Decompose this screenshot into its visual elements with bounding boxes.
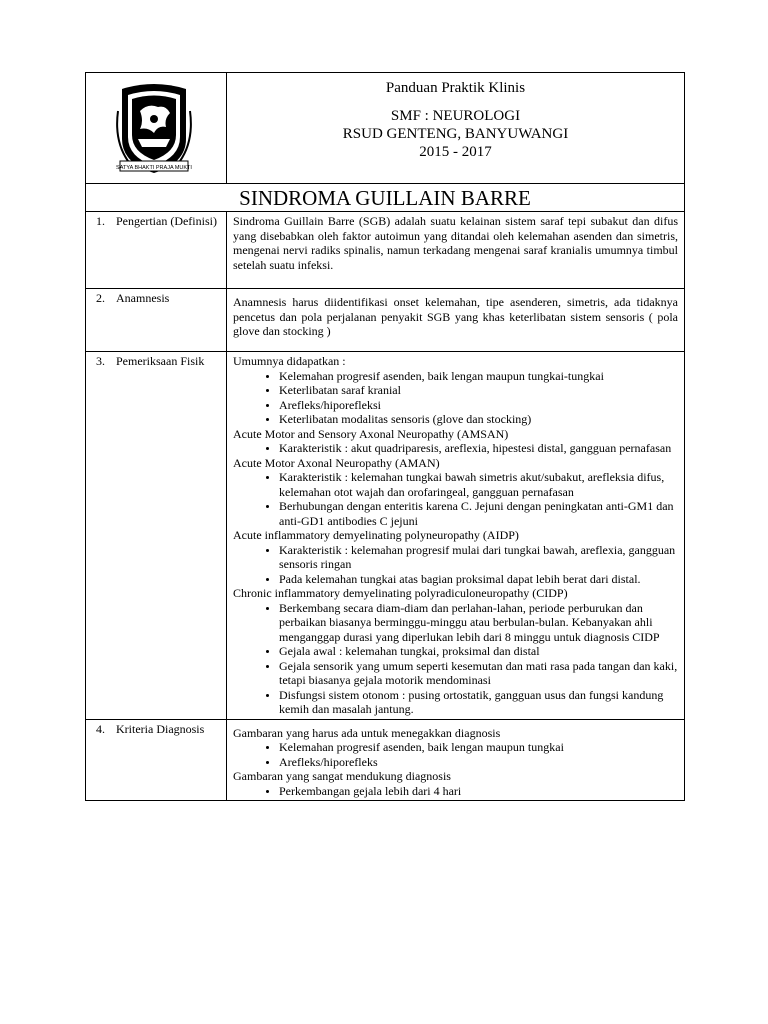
list-item: • Kelemahan progresif asenden, baik lengan maupun tungkai	[279, 740, 678, 755]
section-label: Kriteria Diagnosis	[116, 721, 205, 736]
section-row-anamnesis	[86, 289, 685, 352]
bullet-list	[233, 784, 678, 799]
list-item: • Arefleks/hiporefleksi	[279, 398, 678, 413]
list-item: • Keterlibatan modalitas sensoris (glove dan stocking)	[279, 412, 678, 427]
list-item: • Gejala sensorik yang umum seperti kesemutan dan mati rasa pada tangan dan kaki, tetapi biasanya gejala motorik mendominasi	[279, 659, 678, 688]
list-item: • Disfungsi sistem otonom : pusing ortostatik, gangguan usus dan fungsi kandung kemih dan masalah jantung.	[279, 688, 678, 717]
logo-motto: SATYA BHAKTI PRAJA MUKTI	[116, 165, 192, 171]
list-item: • Kelemahan progresif asenden, baik lengan maupun tungkai-tungkai	[279, 369, 678, 384]
section-label-cell	[86, 719, 227, 801]
paragraph: Acute inflammatory demyelinating polyneuropathy (AIDP)	[233, 528, 519, 542]
paragraph: Umumnya didapatkan :	[233, 354, 346, 368]
section-label: Pemeriksaan Fisik	[116, 354, 205, 368]
section-label-cell	[86, 289, 227, 352]
section-label: Pengertian (Definisi)	[116, 214, 217, 228]
title-row	[86, 184, 685, 212]
section-row-physical-exam	[86, 352, 685, 720]
section-label-cell	[86, 212, 227, 289]
section-number: 4.	[96, 721, 105, 736]
section-content-diagnostic-criteria	[227, 719, 685, 801]
list-item: • Arefleks/hiporefleks	[279, 755, 678, 770]
list-item: • Keterlibatan saraf kranial	[279, 383, 678, 398]
header-text-cell	[227, 73, 685, 184]
section-content-definition	[227, 212, 685, 289]
section-content-physical-exam	[227, 352, 685, 720]
banyuwangi-emblem-logo	[114, 81, 194, 176]
bullet-list	[233, 369, 678, 427]
section-number: 2.	[96, 291, 105, 305]
bullet-list	[233, 601, 678, 717]
list-item: • Gejala awal : kelemahan tungkai, proksimal dan distal	[279, 644, 678, 659]
bullet-list	[233, 740, 678, 769]
logo-cell	[86, 73, 227, 184]
section-content-anamnesis	[227, 289, 685, 352]
list-item: • Pada kelemahan tungkai atas bagian proksimal dapat lebih berat dari distal.	[279, 572, 678, 587]
validity-period: 2015 - 2017	[419, 144, 492, 160]
list-item: • Karakteristik : kelemahan progresif mulai dari tungkai bawah, areflexia, gangguan sensoris ringan	[279, 543, 678, 572]
section-row-diagnostic-criteria	[86, 719, 685, 801]
paragraph: Acute Motor and Sensory Axonal Neuropathy (AMSAN)	[233, 426, 509, 441]
list-item: • Karakteristik : akut quadriparesis, areflexia, hipestesi distal, gangguan pernafasan	[279, 441, 678, 456]
paragraph: Acute Motor Axonal Neuropathy (AMAN)	[233, 455, 440, 470]
ppk-document-table	[85, 72, 685, 801]
section-row-definition	[86, 212, 685, 289]
list-item: • Berkembang secara diam-diam dan perlahan-lahan, periode perburukan dan perbaikan biasanya berminggu-minggu atau berbulan-bulan. Kebanyakan ahli menganggap durasi yang diperlukan lebih dari 8 minggu untuk diagnosis CIDP	[279, 601, 678, 645]
bullet-list	[233, 441, 678, 456]
definition-text: Sindroma Guillain Barre (SGB) adalah suatu kelainan sistem saraf tepi subakut dan difus yang disebabkan oleh faktor autoimun yang ditandai oleh kelemahan asenden dan simetris, mengenai nervi radiks spinalis, namun terkadang mengenai saraf kranialis umumnya timbul setelah suatu infeksi.	[233, 214, 678, 272]
document-title: SINDROMA GUILLAIN BARRE	[86, 184, 685, 212]
header-row	[86, 73, 685, 184]
paragraph: Gambaran yang sangat mendukung diagnosis	[233, 769, 451, 783]
bullet-list	[233, 543, 678, 587]
list-item: • Karakteristik : kelemahan tungkai bawah simetris akut/subakut, arefleksia difus, kelemahan otot wajah dan orofaringeal, gangguan pernafasan	[279, 470, 678, 499]
hospital-name: RSUD GENTENG, BANYUWANGI	[342, 126, 569, 142]
department: SMF : NEUROLOGI	[390, 108, 521, 124]
section-number: 3.	[96, 354, 105, 368]
paragraph: Gambaran yang harus ada untuk menegakkan diagnosis	[233, 725, 501, 740]
section-label: Anamnesis	[116, 291, 170, 305]
bullet-list	[233, 470, 678, 528]
anamnesis-text: Anamnesis harus diidentifikasi onset kelemahan, tipe asenderen, simetris, ada tidaknya pencetus dan pola perjalanan penyakit SGB yang khas keterlibatan sistem sensoris ( pola glove dan stocking )	[233, 295, 678, 338]
paragraph: Chronic inflammatory demyelinating polyradiculoneuropathy (CIDP)	[233, 586, 568, 600]
document-type: Panduan Praktik Klinis	[385, 80, 526, 96]
section-number: 1.	[96, 214, 105, 228]
list-item: • Berhubungan dengan enteritis karena C. Jejuni dengan peningkatan anti-GM1 dan anti-GD1 antibodies C jejuni	[279, 499, 678, 528]
list-item: • Perkembangan gejala lebih dari 4 hari	[279, 784, 678, 799]
section-label-cell	[86, 352, 227, 720]
